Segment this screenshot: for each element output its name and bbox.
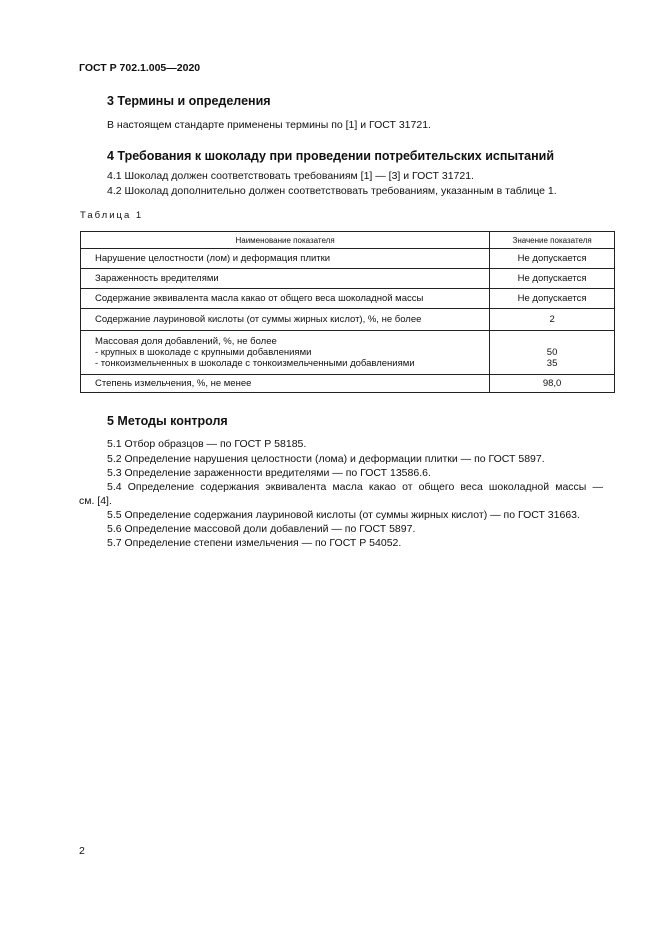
row-value: Не допускается — [490, 289, 615, 309]
paragraph-5-3: 5.3 Определение зараженности вредителями — по ГОСТ 13586.6. — [107, 467, 431, 479]
table-header-name: Наименование показателя — [81, 232, 490, 249]
table-row — [81, 289, 615, 309]
row-name: Нарушение целостности (лом) и деформация плитки — [81, 249, 490, 269]
paragraph-5-1: 5.1 Отбор образцов — по ГОСТ Р 58185. — [107, 438, 307, 450]
row-value-line: 50 — [546, 347, 558, 358]
row-name: Степень измельчения, %, не менее — [81, 375, 490, 393]
row-name-multiline — [81, 331, 490, 375]
row-value-line: 35 — [546, 358, 558, 369]
paragraph-5-4: 5.4 Определение содержания эквивалента масла какао от общего веса шоколадной массы — — [107, 481, 603, 493]
document-header: ГОСТ Р 702.1.005—2020 — [79, 62, 201, 74]
table-row — [81, 269, 615, 289]
section-3-text: В настоящем стандарте применены термины по [1] и ГОСТ 31721. — [107, 119, 431, 131]
page-number: 2 — [79, 845, 85, 857]
table-row — [81, 375, 615, 393]
paragraph-4-1: 4.1 Шоколад должен соответствовать требованиям [1] — [3] и ГОСТ 31721. — [107, 170, 474, 182]
row-name-line: - тонкоизмельченных в шоколаде с тонкоизмельченными добавлениями — [95, 358, 415, 369]
paragraph-5-5: 5.5 Определение содержания лауриновой кислоты (от суммы жирных кислот) — по ГОСТ 31663. — [107, 509, 580, 521]
paragraph-5-2: 5.2 Определение нарушения целостности (лома) и деформации плитки — по ГОСТ 5897. — [107, 453, 545, 465]
section-3-title: 3 Термины и определения — [107, 94, 271, 108]
table-caption: Таблица 1 — [80, 210, 144, 221]
row-name: Содержание лауриновой кислоты (от суммы жирных кислот), %, не более — [81, 309, 490, 331]
paragraph-5-4-cont: см. [4]. — [79, 495, 112, 507]
row-value: Не допускается — [490, 249, 615, 269]
table-header-value: Значение показателя — [490, 232, 615, 249]
table-row — [81, 309, 615, 331]
row-name: Зараженность вредителями — [81, 269, 490, 289]
table-row — [81, 249, 615, 269]
paragraph-5-7: 5.7 Определение степени измельчения — по ГОСТ Р 54052. — [107, 537, 402, 549]
row-name: Содержание эквивалента масла какао от общего веса шоколадной массы — [81, 289, 490, 309]
paragraph-5-6: 5.6 Определение массовой доли добавлений — по ГОСТ 5897. — [107, 523, 416, 535]
section-4-title: 4 Требования к шоколаду при проведении потребительских испытаний — [107, 149, 555, 163]
table-1 — [80, 231, 615, 393]
row-value: Не допускается — [490, 269, 615, 289]
table-row — [81, 331, 615, 375]
row-name-line: - крупных в шоколаде с крупными добавлениями — [95, 347, 312, 358]
row-value-multiline — [490, 331, 615, 375]
section-5-title: 5 Методы контроля — [107, 414, 228, 428]
row-name-line: Массовая доля добавлений, %, не более — [95, 336, 277, 347]
paragraph-4-2: 4.2 Шоколад дополнительно должен соответствовать требованиям, указанным в таблице 1. — [107, 185, 557, 197]
row-value: 2 — [490, 309, 615, 331]
row-value: 98,0 — [490, 375, 615, 393]
